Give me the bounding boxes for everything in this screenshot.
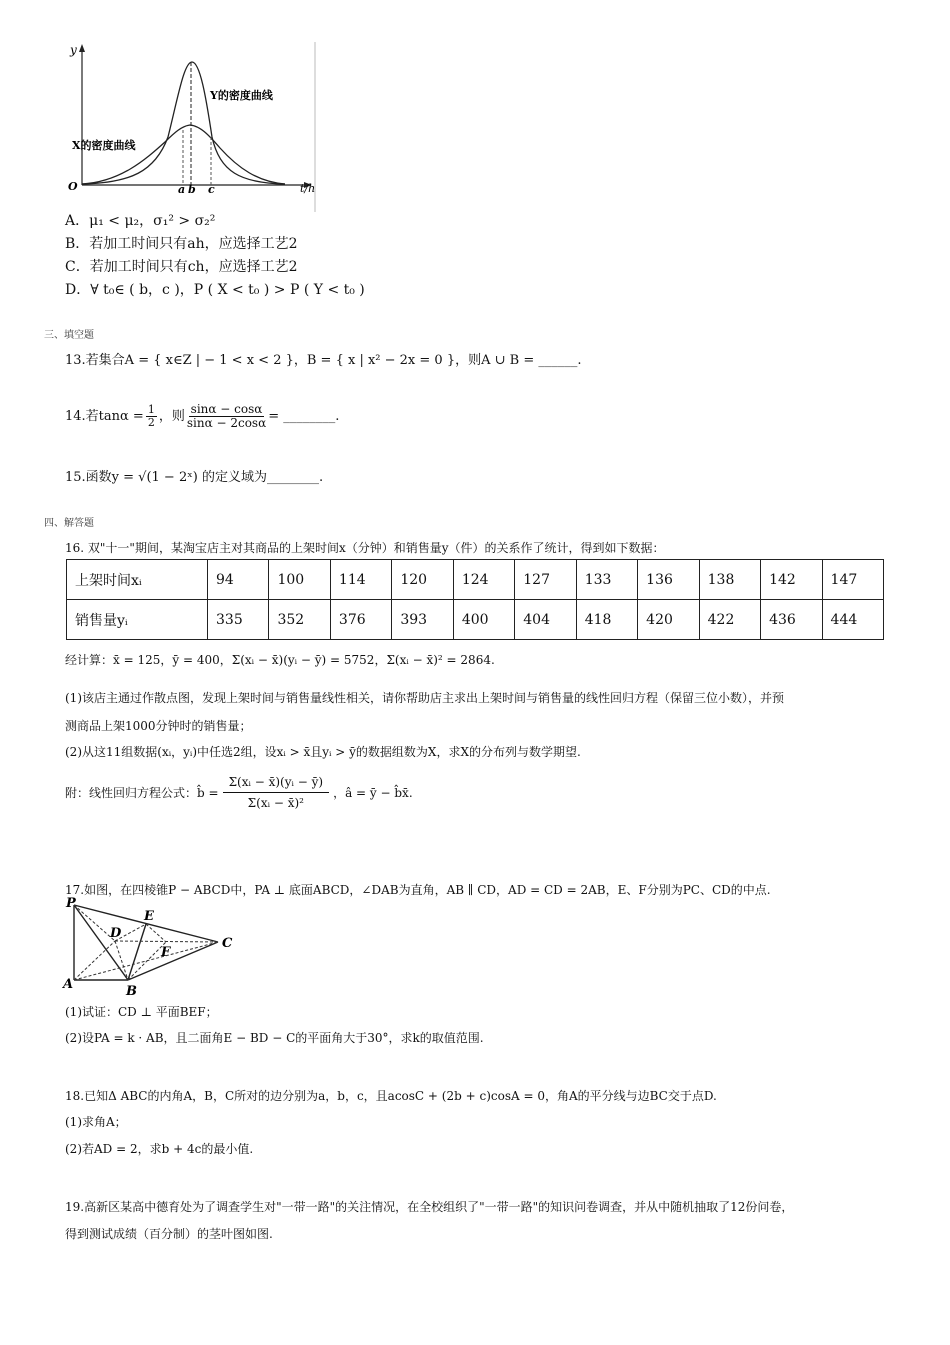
- y-curve-label: Y的密度曲线: [210, 89, 273, 102]
- table-row-label: 销售量yᵢ: [67, 600, 208, 640]
- q16-data-table: [66, 559, 884, 640]
- label-A: A: [63, 977, 74, 992]
- question-17: 17.如图，在四棱锥P − ABCD中，PA ⊥ 底面ABCD，∠DAB为直角，AB ∥ CD，AD = CD = 2AB，E、F分别为PC、CD的中点.: [65, 883, 771, 897]
- question-18: 18.已知Δ ABC的内角A，B，C所对的边分别为a，b，c，且acosC + (2b + c)cosA = 0，角A的平分线与边BC交于点D.: [65, 1089, 717, 1103]
- tick-a: a: [178, 183, 186, 196]
- table-cell: 335: [208, 600, 269, 640]
- formula-prefix: 附：线性回归方程公式：b̂ =: [65, 785, 219, 800]
- option-b: B．若加工时间只有ah，应选择工艺2: [65, 236, 298, 252]
- q16-part1-line2: 测商品上架1000分钟时的销售量；: [65, 719, 252, 733]
- table-cell: 147: [822, 560, 883, 600]
- table-row: [67, 560, 884, 600]
- label-P: P: [66, 896, 76, 911]
- y-axis-label: y: [70, 43, 77, 57]
- pyramid-figure: [60, 895, 240, 997]
- table-cell: 393: [392, 600, 453, 640]
- section-3-title: 三、填空题: [44, 330, 94, 341]
- table-cell: 114: [330, 560, 391, 600]
- option-a: A．μ₁ < μ₂，σ₁² > σ₂²: [65, 213, 216, 229]
- formula-denominator: Σ(xᵢ − x̄)²: [247, 796, 304, 810]
- table-cell: 352: [269, 600, 330, 640]
- q18-part1: (1)求角A；: [65, 1115, 127, 1129]
- label-B: B: [126, 984, 137, 997]
- q14-suffix: = ________.: [268, 409, 340, 424]
- formula-numerator: Σ(xᵢ − x̄)(yᵢ − ȳ): [223, 772, 330, 793]
- q14-expr-den: sinα − 2cosα: [186, 416, 267, 430]
- table-cell: 404: [515, 600, 576, 640]
- label-C: C: [222, 936, 233, 951]
- density-curve-figure: [60, 42, 322, 212]
- table-cell: 422: [699, 600, 760, 640]
- question-19-line1: 19.高新区某高中德育处为了调查学生对"一带一路"的关注情况，在全校组织了"一带一路"的知识问卷调查，并从中随机抽取了12份问卷，: [65, 1200, 794, 1214]
- q14-mid: ，则: [158, 409, 185, 424]
- option-d: D．∀ t₀∈ ( b，c )，P ( X < t₀ ) > P ( Y < t₀ ): [65, 282, 365, 298]
- origin-label: O: [68, 180, 78, 193]
- table-cell: 100: [269, 560, 330, 600]
- x-curve-label: X的密度曲线: [72, 139, 136, 152]
- q14-fraction: [146, 404, 157, 429]
- option-c: C．若加工时间只有ch，应选择工艺2: [65, 259, 298, 275]
- x-axis-label: t/h: [300, 182, 316, 195]
- table-cell: 142: [761, 560, 822, 600]
- table-cell: 136: [638, 560, 699, 600]
- table-cell: 138: [699, 560, 760, 600]
- label-D: D: [110, 926, 122, 941]
- q14-expr-num: sinα − cosα: [190, 402, 263, 416]
- table-cell: 418: [576, 600, 637, 640]
- tick-c: c: [208, 183, 215, 196]
- table-cell: 436: [761, 600, 822, 640]
- question-13: 13.若集合A = { x∈Z | − 1 < x < 2 }，B = { x | x² − 2x = 0 }，则A ∪ B = ______.: [65, 353, 582, 368]
- formula-fraction: [223, 772, 330, 813]
- q18-part2: (2)若AD = 2，求b + 4c的最小值.: [65, 1142, 254, 1156]
- table-cell: 400: [453, 600, 514, 640]
- table-cell: 376: [330, 600, 391, 640]
- q14-expression: [187, 403, 266, 430]
- table-cell: 133: [576, 560, 637, 600]
- q16-part2: (2)从这11组数据(xᵢ，yᵢ)中任选2组，设xᵢ > x̄且yᵢ > ȳ的数据组数为X，求X的分布列与数学期望.: [65, 745, 581, 759]
- label-E: E: [144, 909, 154, 924]
- formula-suffix: ，â = ȳ − b̂x̄.: [333, 785, 413, 800]
- label-F: F: [161, 945, 171, 960]
- question-16-intro: 16. 双"十一"期间，某淘宝店主对其商品的上架时间x（分钟）和销售量y（件）的关系作了统计，得到如下数据：: [65, 541, 665, 555]
- tick-b: b: [188, 183, 196, 196]
- table-cell: 94: [208, 560, 269, 600]
- table-row: [67, 600, 884, 640]
- q17-part2: (2)设PA = k · AB，且二面角E − BD − C的平面角大于30°，求k的取值范围.: [65, 1031, 484, 1045]
- table-cell: 124: [453, 560, 514, 600]
- table-cell: 127: [515, 560, 576, 600]
- q14-frac-den: 2: [147, 416, 155, 429]
- question-15: 15.函数y = √(1 − 2ˣ) 的定义域为________.: [65, 470, 324, 485]
- q16-part1-line1: (1)该店主通过作散点图，发现上架时间与销售量线性相关，请你帮助店主求出上架时间与销售量的线性回归方程（保留三位小数），并预: [65, 691, 785, 705]
- table-cell: 420: [638, 600, 699, 640]
- q16-formula: [65, 772, 413, 813]
- q16-calculation: 经计算：x̄ = 125，ȳ = 400，Σ(xᵢ − x̄)(yᵢ − ȳ) = 5752，Σ(xᵢ − x̄)² = 2864.: [65, 653, 495, 667]
- q14-frac-num: 1: [147, 403, 155, 416]
- table-cell: 444: [822, 600, 883, 640]
- section-4-title: 四、解答题: [44, 518, 94, 529]
- table-cell: 120: [392, 560, 453, 600]
- table-row-label: 上架时间xᵢ: [67, 560, 208, 600]
- question-14: [65, 403, 339, 430]
- question-19-line2: 得到测试成绩（百分制）的茎叶图如图.: [65, 1227, 273, 1241]
- q17-part1: (1)试证：CD ⊥ 平面BEF；: [65, 1005, 218, 1019]
- q14-prefix: 14.若tanα =: [65, 409, 144, 424]
